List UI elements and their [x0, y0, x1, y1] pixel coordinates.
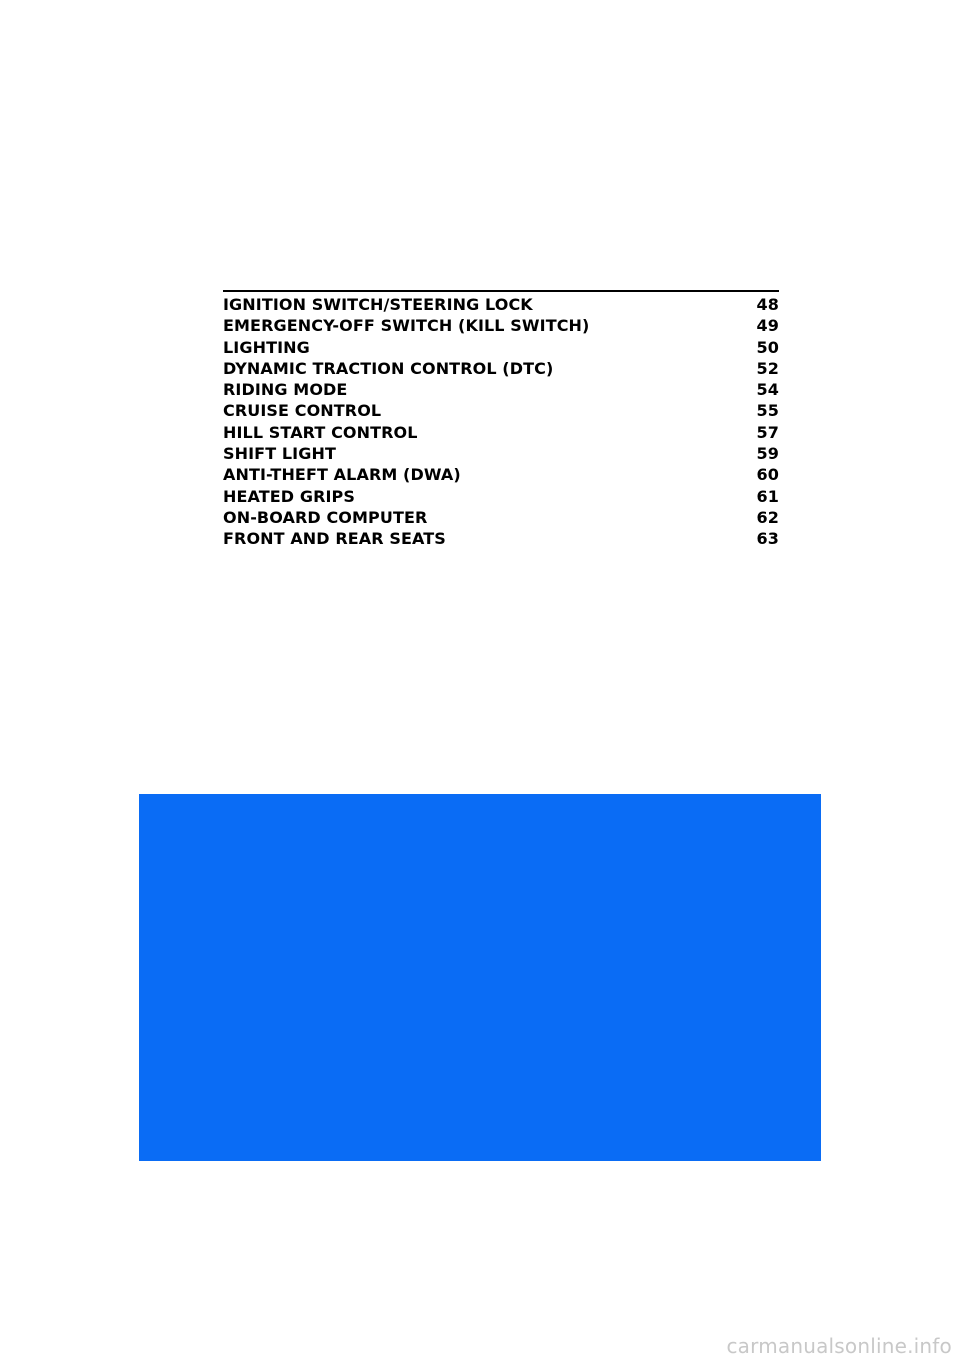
- toc-entry-page: 62: [756, 507, 779, 527]
- toc-entry-title: DYNAMIC TRACTION CONTROL (DTC): [223, 358, 554, 378]
- toc-entry-title: HEATED GRIPS: [223, 486, 356, 506]
- toc-entry-page: 55: [756, 401, 779, 421]
- toc-entry[interactable]: [223, 507, 779, 528]
- toc-entry[interactable]: [223, 400, 779, 421]
- toc-entry[interactable]: [223, 528, 779, 549]
- toc-entry[interactable]: [223, 337, 779, 358]
- toc-entry-title: LIGHTING: [223, 337, 310, 357]
- toc-entry-page: 48: [756, 295, 779, 314]
- toc-entry-page: 60: [756, 465, 779, 485]
- toc-entry-title: ON-BOARD COMPUTER: [223, 507, 428, 527]
- toc-entry[interactable]: [223, 443, 779, 464]
- toc-entry-title: FRONT AND REAR SEATS: [223, 529, 446, 549]
- toc-entry[interactable]: [223, 294, 779, 315]
- toc-entry-title: ANTI-THEFT ALARM (DWA): [223, 465, 461, 485]
- toc-entry[interactable]: [223, 486, 779, 507]
- toc-entry-title: EMERGENCY-OFF SWITCH (KILL SWITCH): [223, 316, 590, 336]
- toc-entry[interactable]: [223, 422, 779, 443]
- toc-entry-page: 63: [756, 529, 779, 549]
- toc-entry-page: 49: [756, 316, 779, 336]
- table-of-contents: [223, 290, 779, 550]
- toc-entry-title: SHIFT LIGHT: [223, 444, 336, 464]
- toc-entry-page: 54: [756, 380, 779, 400]
- toc-entry-title: HILL START CONTROL: [223, 422, 418, 442]
- toc-entry-title: IGNITION SWITCH/STEERING LOCK: [223, 295, 533, 314]
- toc-entry-page: 52: [756, 358, 779, 378]
- toc-entry-title: CRUISE CONTROL: [223, 401, 382, 421]
- blue-color-panel: [139, 794, 821, 1161]
- toc-entry[interactable]: [223, 315, 779, 336]
- toc-entry-page: 59: [756, 444, 779, 464]
- toc-entry-page: 61: [756, 486, 779, 506]
- toc-entry-title: RIDING MODE: [223, 380, 348, 400]
- toc-entry[interactable]: [223, 358, 779, 379]
- toc-entry-page: 50: [756, 337, 779, 357]
- toc-entry-page: 57: [756, 422, 779, 442]
- watermark-text: carmanualsonline.info: [726, 1334, 952, 1358]
- toc-entry[interactable]: [223, 464, 779, 485]
- toc-entry[interactable]: [223, 379, 779, 400]
